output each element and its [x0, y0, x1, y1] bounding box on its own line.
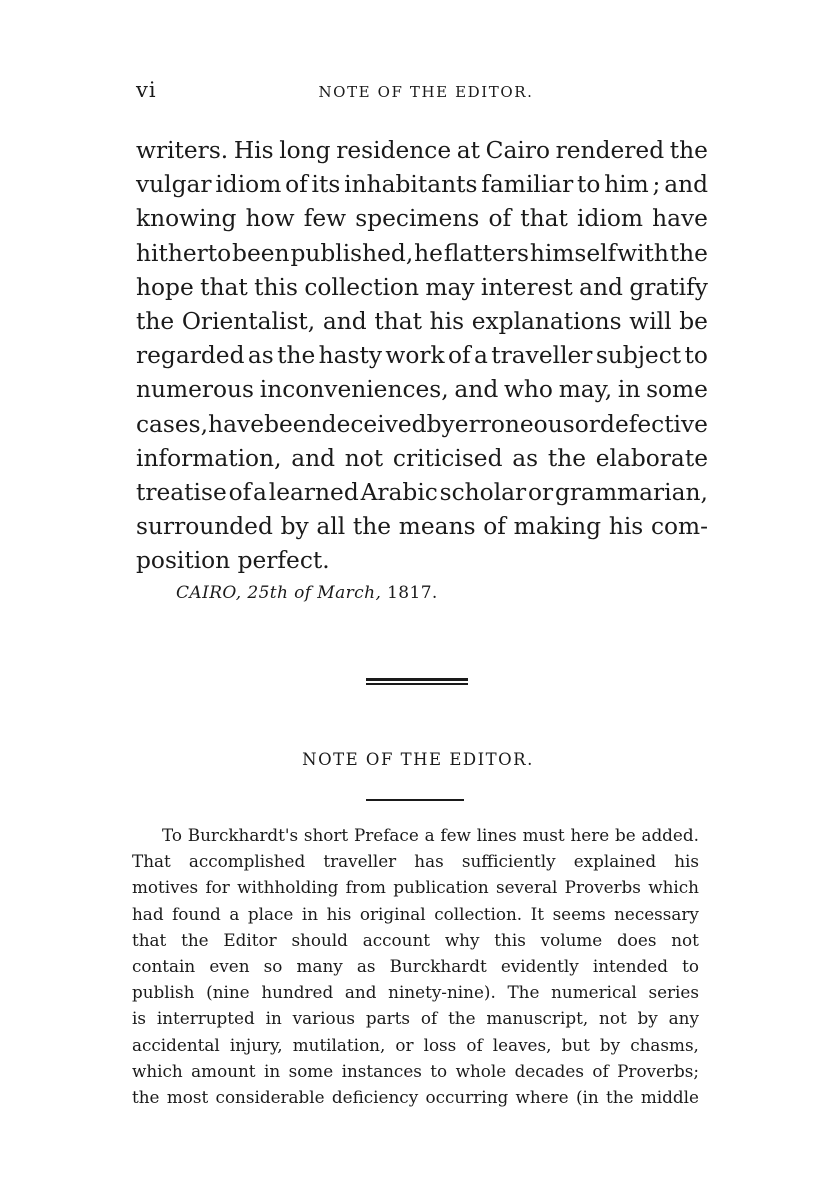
- word: been: [264, 410, 322, 438]
- word: It: [530, 903, 545, 924]
- word: To: [162, 825, 182, 845]
- word: so: [263, 955, 283, 976]
- word: that: [132, 929, 167, 950]
- dateline: [176, 583, 438, 603]
- text-line: [136, 202, 708, 236]
- running-head: [136, 78, 706, 104]
- text-line: [136, 271, 708, 305]
- word: erroneous: [454, 410, 575, 438]
- word: to: [684, 342, 708, 370]
- word: has: [414, 851, 444, 872]
- text-line: [132, 1005, 699, 1031]
- word: the: [448, 1008, 476, 1029]
- word: grammarian,: [555, 478, 708, 506]
- word: defective: [600, 410, 708, 438]
- word: idiom: [577, 205, 643, 233]
- word: the: [277, 342, 316, 370]
- word: in: [301, 903, 319, 924]
- text-line: [132, 1032, 699, 1058]
- word: ninety-nine).: [388, 982, 496, 1003]
- text-line: [132, 848, 699, 874]
- text-line: [132, 953, 699, 979]
- word: familiar: [481, 171, 574, 199]
- word: inconveniences,: [259, 376, 449, 404]
- word: some: [646, 376, 708, 404]
- word: or: [528, 478, 554, 506]
- word: the: [669, 137, 708, 164]
- word: that: [374, 307, 422, 335]
- text-line: [136, 339, 708, 373]
- word: hasty: [318, 342, 382, 370]
- word: be: [614, 825, 636, 845]
- word: Burckhardt's: [187, 825, 299, 845]
- word: which: [648, 877, 699, 898]
- word: work: [385, 342, 445, 370]
- word: as: [356, 955, 376, 976]
- text-line: position perfect.: [136, 547, 330, 575]
- word: or: [395, 1034, 414, 1055]
- word: and: [454, 376, 499, 404]
- word: gratify: [629, 273, 708, 301]
- text-line: [132, 901, 699, 927]
- word: idiom: [215, 171, 282, 199]
- word: withholding: [237, 877, 339, 898]
- divider-thin-rule: [366, 683, 468, 685]
- word: by: [280, 513, 309, 541]
- word: with: [617, 239, 669, 267]
- word: or: [574, 410, 600, 438]
- word: for: [205, 877, 230, 898]
- word: Orientalist,: [181, 307, 316, 335]
- text-line: [136, 134, 708, 168]
- word: his: [326, 903, 352, 924]
- word: all: [316, 513, 346, 541]
- word: this: [254, 273, 298, 301]
- word: here: [570, 825, 610, 845]
- word: inhabitants: [344, 171, 478, 199]
- word: The: [507, 982, 540, 1003]
- text-line: [136, 476, 708, 510]
- text-line: [132, 1084, 699, 1110]
- text-line: [132, 927, 699, 953]
- word: Burckhardt: [389, 955, 487, 976]
- word: considerable: [215, 1086, 325, 1107]
- word: motives: [132, 877, 199, 898]
- word: account: [362, 929, 430, 950]
- word: as: [247, 342, 274, 370]
- word: the: [181, 929, 209, 950]
- word: not: [599, 1008, 627, 1029]
- dateline-day: 25th of March,: [247, 583, 382, 603]
- word: parts: [365, 1008, 411, 1029]
- word: regarded: [136, 342, 245, 370]
- word: him: [604, 171, 649, 199]
- word: learned: [268, 478, 359, 506]
- word: the: [352, 513, 392, 541]
- word: accomplished: [188, 851, 306, 872]
- word: explanations: [471, 307, 622, 335]
- word: why: [444, 929, 480, 950]
- word: occurring: [425, 1086, 509, 1107]
- dateline-place: CAIRO,: [176, 583, 242, 603]
- word: several: [496, 877, 558, 898]
- text-line: [136, 373, 708, 407]
- word: Proverbs;: [617, 1060, 699, 1081]
- word: amount: [191, 1060, 256, 1081]
- word: of: [592, 1060, 609, 1081]
- word: collection: [304, 273, 419, 301]
- word: few: [303, 205, 347, 233]
- word: and: [579, 273, 623, 301]
- word: should: [291, 929, 348, 950]
- word: leaves,: [492, 1034, 552, 1055]
- word: of: [420, 1008, 438, 1029]
- word: hundred: [261, 982, 334, 1003]
- word: interrupted: [156, 1008, 255, 1029]
- dateline-year: 1817.: [387, 583, 438, 603]
- word: does: [617, 929, 657, 950]
- word: the: [606, 1086, 634, 1107]
- text-line: [136, 408, 708, 442]
- word: to: [577, 171, 601, 199]
- word: himself: [529, 239, 617, 267]
- word: interest: [480, 273, 573, 301]
- word: by: [426, 410, 455, 438]
- section-heading: NOTE OF THE EDITOR.: [302, 750, 534, 769]
- editor-note-text: [132, 822, 699, 1110]
- word: long: [279, 137, 331, 164]
- word: must: [522, 825, 565, 845]
- word: information,: [136, 444, 282, 472]
- word: its: [311, 171, 341, 199]
- word: various: [292, 1008, 356, 1029]
- word: will: [629, 307, 672, 335]
- word: any: [668, 1008, 699, 1029]
- word: in: [617, 376, 641, 404]
- word: in: [263, 1060, 281, 1081]
- word: accidental: [132, 1034, 220, 1055]
- divider-thick-rule: [366, 678, 468, 681]
- word: but: [561, 1034, 590, 1055]
- word: manuscript,: [486, 1008, 589, 1029]
- word: elaborate: [595, 444, 708, 472]
- word: where: [515, 1086, 569, 1107]
- word: scholar: [439, 478, 527, 506]
- word: in: [265, 1008, 282, 1029]
- word: contain: [132, 955, 196, 976]
- text-line: [136, 442, 708, 476]
- word: the: [136, 307, 175, 335]
- word: Editor: [223, 929, 277, 950]
- word: of: [483, 513, 506, 541]
- word: rendered: [555, 137, 665, 164]
- text-line: [132, 874, 699, 900]
- word: (in: [575, 1086, 599, 1107]
- word: by: [599, 1034, 621, 1055]
- text-line: [136, 305, 708, 339]
- word: had: [132, 903, 164, 924]
- word: a: [253, 478, 267, 506]
- word: Arabic: [360, 478, 438, 506]
- word: hope: [136, 273, 194, 301]
- text-line: [132, 979, 699, 1005]
- word: few: [440, 825, 471, 845]
- word: that: [520, 205, 568, 233]
- word: many: [296, 955, 343, 976]
- word: residence: [336, 137, 452, 164]
- word: may,: [558, 376, 613, 404]
- word: explained: [573, 851, 657, 872]
- word: hitherto: [136, 239, 232, 267]
- word: have: [208, 410, 264, 438]
- word: may: [425, 273, 475, 301]
- word: even: [209, 955, 250, 976]
- word: traveller: [323, 851, 397, 872]
- word: original: [359, 903, 426, 924]
- word: which: [132, 1060, 183, 1081]
- word: traveller: [491, 342, 593, 370]
- word: that: [200, 273, 248, 301]
- word: intended: [592, 955, 668, 976]
- word: instances: [341, 1060, 422, 1081]
- word: place: [247, 903, 294, 924]
- word: is: [132, 1008, 146, 1029]
- word: Preface: [353, 825, 419, 845]
- word: decades: [514, 1060, 584, 1081]
- word: not: [671, 929, 699, 950]
- word: criticised: [392, 444, 503, 472]
- word: a: [424, 825, 435, 845]
- word: and: [291, 444, 336, 472]
- word: deficiency: [331, 1086, 419, 1107]
- word: collection.: [434, 903, 523, 924]
- word: a: [474, 342, 488, 370]
- word: as: [512, 444, 539, 472]
- word: knowing: [136, 205, 237, 233]
- text-line: [136, 168, 708, 202]
- word: writers.: [136, 137, 229, 164]
- word: been: [232, 239, 290, 267]
- word: com-: [650, 513, 708, 541]
- word: of: [228, 478, 252, 506]
- word: specimens: [355, 205, 480, 233]
- word: surrounded: [136, 513, 273, 541]
- word: whole: [455, 1060, 507, 1081]
- word: flatters: [443, 239, 529, 267]
- word: numerical: [551, 982, 637, 1003]
- text-line: [132, 822, 699, 848]
- word: his: [674, 851, 699, 872]
- word: most: [166, 1086, 209, 1107]
- word: of: [488, 205, 512, 233]
- word: seems: [552, 903, 606, 924]
- word: and: [344, 982, 377, 1003]
- word: Proverbs: [564, 877, 641, 898]
- word: cases,: [136, 410, 209, 438]
- heading-rule: [366, 799, 464, 801]
- word: from: [345, 877, 386, 898]
- word: be: [679, 307, 708, 335]
- word: publication: [393, 877, 489, 898]
- word: and: [664, 171, 708, 199]
- word: sufficiently: [461, 851, 556, 872]
- word: some: [288, 1060, 334, 1081]
- word: loss: [423, 1034, 457, 1055]
- word: injury,: [229, 1034, 283, 1055]
- word: of: [285, 171, 308, 199]
- page-number: vi: [136, 78, 157, 102]
- word: added.: [641, 825, 699, 845]
- word: this: [494, 929, 526, 950]
- word: the: [547, 444, 586, 472]
- word: subject: [595, 342, 682, 370]
- word: making: [513, 513, 602, 541]
- word: how: [245, 205, 295, 233]
- word: who: [503, 376, 553, 404]
- word: he: [414, 239, 443, 267]
- text-line: [132, 1058, 699, 1084]
- word: to: [682, 955, 699, 976]
- word: the: [132, 1086, 160, 1107]
- text-line: [136, 237, 708, 271]
- word: series: [648, 982, 699, 1003]
- word: vulgar: [136, 171, 212, 199]
- word: publish: [132, 982, 195, 1003]
- word: found: [172, 903, 221, 924]
- running-title: NOTE OF THE EDITOR.: [318, 83, 534, 101]
- word: published,: [290, 239, 414, 267]
- word: evidently: [500, 955, 579, 976]
- word: chasms,: [630, 1034, 699, 1055]
- word: a: [229, 903, 240, 924]
- word: necessary: [614, 903, 699, 924]
- word: means: [398, 513, 476, 541]
- word: of: [466, 1034, 483, 1055]
- section-divider: [366, 678, 468, 685]
- word: have: [652, 205, 708, 233]
- preface-text: [136, 134, 708, 578]
- word: That: [132, 851, 171, 872]
- word: of: [447, 342, 471, 370]
- word: short: [303, 825, 349, 845]
- word: ;: [652, 171, 661, 199]
- word: to: [430, 1060, 448, 1081]
- word: volume: [540, 929, 603, 950]
- word: (nine: [206, 982, 250, 1003]
- word: lines: [476, 825, 517, 845]
- word: treatise: [136, 478, 227, 506]
- word: the: [669, 239, 708, 267]
- word: and: [322, 307, 367, 335]
- word: deceived: [321, 410, 427, 438]
- word: not: [344, 444, 384, 472]
- text-line: [136, 510, 708, 544]
- word: his: [608, 513, 644, 541]
- word: numerous: [136, 376, 255, 404]
- word: at: [456, 137, 481, 164]
- word: his: [429, 307, 465, 335]
- word: by: [637, 1008, 658, 1029]
- word: middle: [640, 1086, 699, 1107]
- word: mutilation,: [292, 1034, 386, 1055]
- word: Cairo: [485, 137, 550, 164]
- word: His: [233, 137, 274, 164]
